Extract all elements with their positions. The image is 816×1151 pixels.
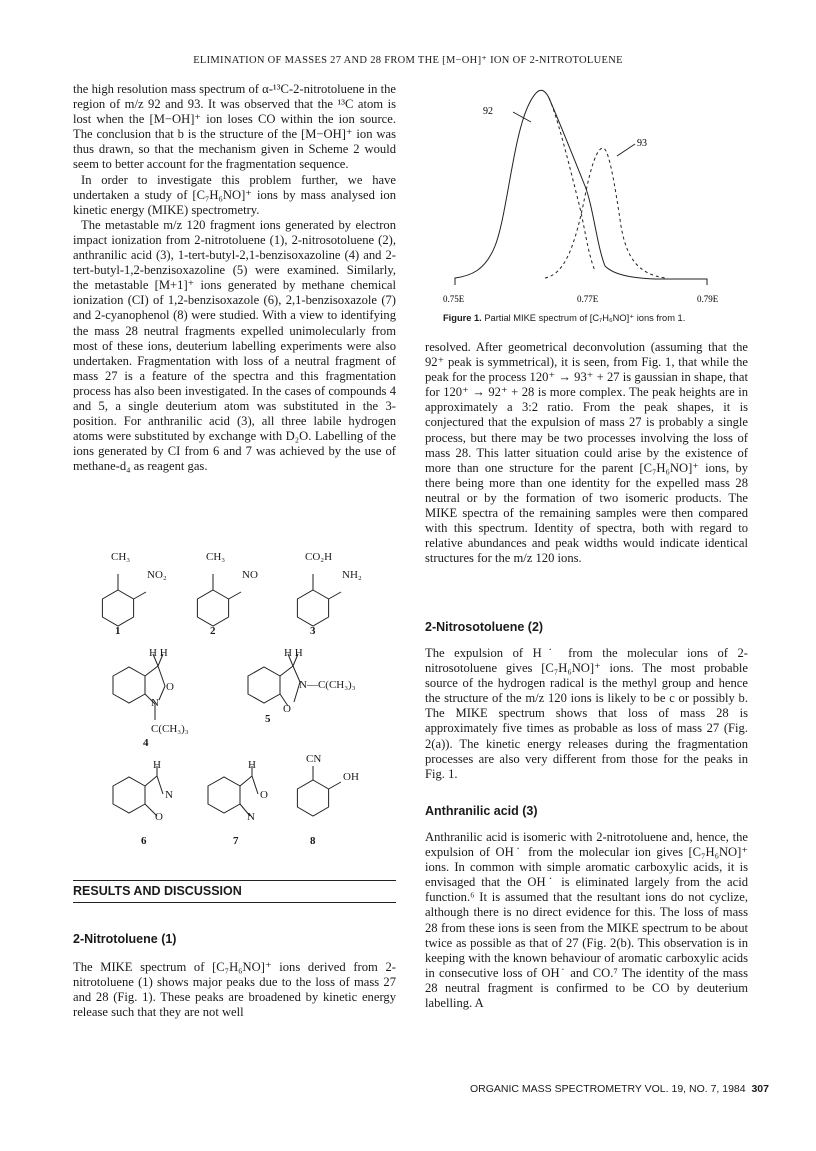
x-axis-label: 0.77E bbox=[577, 294, 599, 304]
structure-7 bbox=[208, 766, 258, 816]
section-rule bbox=[73, 902, 396, 903]
structure-label: NO bbox=[242, 569, 258, 581]
structure-label: N bbox=[165, 789, 173, 801]
paragraph: The MIKE spectrum of [C₇H₆NO]⁺ ions derived from 2-nitrotoluene (1) shows major peaks due to the loss of mass 27 and 28 (Fig. 1). These peaks are broadened by kinetic energy release such that they are not well bbox=[73, 960, 396, 1020]
journal-info: ORGANIC MASS SPECTROMETRY VOL. 19, NO. 7, 1984 bbox=[470, 1083, 746, 1095]
structure-8 bbox=[297, 766, 341, 816]
structure-label: H bbox=[153, 759, 161, 771]
running-header: ELIMINATION OF MASSES 27 AND 28 FROM THE [M−OH]⁺ ION OF 2-NITROTOLUENE bbox=[193, 55, 623, 66]
caption-label: Figure 1. bbox=[443, 313, 482, 323]
structure-label: CH₃ bbox=[206, 551, 226, 563]
figure-caption bbox=[443, 313, 685, 324]
structure-label: NO₂ bbox=[147, 569, 167, 581]
compound-number: 2 bbox=[210, 625, 216, 637]
peak-label-93: 93 bbox=[637, 138, 647, 149]
compound-number: 8 bbox=[310, 835, 316, 847]
section-heading: RESULTS AND DISCUSSION bbox=[73, 884, 242, 898]
subsection-heading: 2-Nitrosotoluene (2) bbox=[425, 620, 544, 634]
structure-label: O bbox=[166, 681, 174, 693]
chemical-structures bbox=[73, 548, 396, 860]
figure-1-spectrum bbox=[425, 76, 748, 306]
paragraph: the high resolution mass spectrum of α-¹³C-2-nitrotoluene in the region of m/z 92 and 93. It was observed that the ¹³C atom is lost when the [M−OH]⁺ ion loses CO within the ion source. The conclusion that b is the structure of the [M−OH]⁺ ion was thus drawn, so that the mechanism given in Scheme 2 would seem to better account for the fragmentation sequence. bbox=[73, 82, 396, 172]
structure-2 bbox=[197, 574, 241, 626]
section-rule bbox=[73, 880, 396, 881]
compound-number: 1 bbox=[115, 625, 121, 637]
paragraph: resolved. After geometrical deconvolution (assuming that the 92⁺ peak is symmetrical), it is seen, from Fig. 1, that while the peak for the process 120⁺ → 93⁺ + 27 is gaussian in shape, that for 120⁺ → 92⁺ + 28 is more complex. The peak heights are in approximately a 3:2 ratio. From the peak shapes, it is conjectured that the expulsion of mass 27 is probably a single process, but there may be two processes involving the loss of mass 28. This latter situation could arise by the existence of more than one structure for the parent [C₇H₆NO]⁺ ions, by there being more than one identity for the expelled mass 28 neutral or by the formation of two isomeric products. The MIKE spectra of the remaining samples were then compared with this spectrum. Identity of spectra, both with regard to relative abundances and peak widths would indicate identical structures for the m/z 120 ions. bbox=[425, 340, 748, 566]
compound-number: 4 bbox=[143, 737, 149, 749]
structure-label: O bbox=[260, 789, 268, 801]
structure-label: N bbox=[151, 697, 159, 709]
structure-1 bbox=[102, 574, 146, 626]
structure-label: O bbox=[155, 811, 163, 823]
structure-label: N—C(CH₃)₃ bbox=[299, 679, 356, 691]
section-text bbox=[425, 830, 748, 1011]
compound-number: 5 bbox=[265, 713, 271, 725]
caption-text: Partial MIKE spectrum of [C₇H₆NO]⁺ ions from 1. bbox=[481, 313, 686, 323]
structure-label: O bbox=[283, 703, 291, 715]
paragraph: Anthranilic acid is isomeric with 2-nitrotoluene and, hence, the expulsion of OH˙ from the molecular ion gives [C₇H₆NO]⁺ ions. In common with simple aromatic carboxylic acids, it is envisaged that the OH˙ is eliminated largely from the acid function.⁶ It is assumed that the resultant ions do not cyclize, although there is no direct evidence for this. The loss of mass 28 from these ions is seen from the MIKE spectrum to be about twice as possible as that of 27 (Fig. 2(b). This observation is in keeping with the known behaviour of aromatic carboxylic acids in consecutive loss of OH˙ and CO.⁷ The identity of the mass 28 neutral fragment is confirmed to be CO by deuterium labelling. A bbox=[425, 830, 748, 1011]
compound-number: 6 bbox=[141, 835, 147, 847]
structure-label: CH₃ bbox=[111, 551, 131, 563]
subsection-heading: Anthranilic acid (3) bbox=[425, 804, 538, 818]
structure-label: CN bbox=[306, 753, 322, 765]
structure-label: CO₂H bbox=[305, 551, 333, 563]
page-number: 307 bbox=[751, 1083, 769, 1095]
structure-3 bbox=[297, 574, 341, 626]
section-text bbox=[425, 646, 748, 782]
page-footer bbox=[470, 1083, 769, 1095]
compound-number: 3 bbox=[310, 625, 316, 637]
right-column bbox=[425, 340, 748, 566]
x-axis-label: 0.79E bbox=[697, 294, 719, 304]
structure-4 bbox=[113, 654, 165, 720]
spectrum-trace bbox=[455, 90, 707, 285]
section-text bbox=[73, 960, 396, 1020]
peak-label-leader bbox=[513, 112, 531, 122]
structure-label: C(CH₃)₃ bbox=[151, 723, 189, 735]
x-axis-label: 0.75E bbox=[443, 294, 465, 304]
structure-label: H H bbox=[149, 647, 168, 659]
compound-number: 7 bbox=[233, 835, 239, 847]
structure-label: H H bbox=[284, 647, 303, 659]
structure-label: OH bbox=[343, 771, 359, 783]
deconvolution-trace bbox=[545, 148, 665, 278]
structure-label: H bbox=[248, 759, 256, 771]
structure-5 bbox=[248, 654, 300, 706]
peak-label-92: 92 bbox=[483, 106, 493, 117]
structure-label: NH₂ bbox=[342, 569, 362, 581]
left-column bbox=[73, 82, 396, 474]
structure-6 bbox=[113, 766, 163, 816]
peak-label-leader bbox=[617, 144, 635, 156]
paragraph: The metastable m/z 120 fragment ions generated by electron impact ionization from 2-nitrotoluene (1), 2-nitrosotoluene (2), anthranilic acid (3), 1-tert-butyl-2,1-benzisoxazoline (4) and 2-tert-butyl-1,2-benzisoxazoline (5) were examined. Similarly, the metastable [M+1]⁺ ions generated by methane chemical ionization (CI) of 1,2-benzisoxazole (6), 2,1-benzisoxazole (7) and 2-cyanophenol (8) were studied. With a view to identifying the mass 28 neutral fragments expelled unimolecularly from most of these ions, deuterium labelling experiments were also undertaken. Fragmentation with loss of a neutral fragment of mass 27 is a feature of the spectra and this fragmentation process has also been investigated. In the cases of compounds 4 and 5, a single deuterium atom was substituted in the 3-position. For anthranilic acid (3), all three labile hydrogen atoms were substituted by exchange with D₂O. Labelling of the ions generated by CI from 6 and 7 was achieved by the use of methane-d₄ as reagent gas. bbox=[73, 217, 396, 474]
structure-label: N bbox=[247, 811, 255, 823]
paragraph: In order to investigate this problem further, we have undertaken a study of [C₇H₆NO]⁺ ions by mass analysed ion kinetic energy (MIKE) spectrometry. bbox=[73, 172, 396, 217]
paragraph: The expulsion of H˙ from the molecular ions of 2-nitrosotoluene gives [C₇H₆NO]⁺ ions. The most probable source of the hydrogen radical is the methyl group and hence the structure of the m/z 120 ions is likely to be c or possibly b. The MIKE spectrum shows that loss of mass 28 is approximately five times as probable as loss of mass 27 (Fig. 2(a)). The kinetic energy releases during the fragmentation processes are also very different from those for the peaks in Fig. 1. bbox=[425, 646, 748, 781]
subsection-heading: 2-Nitrotoluene (1) bbox=[73, 932, 177, 946]
